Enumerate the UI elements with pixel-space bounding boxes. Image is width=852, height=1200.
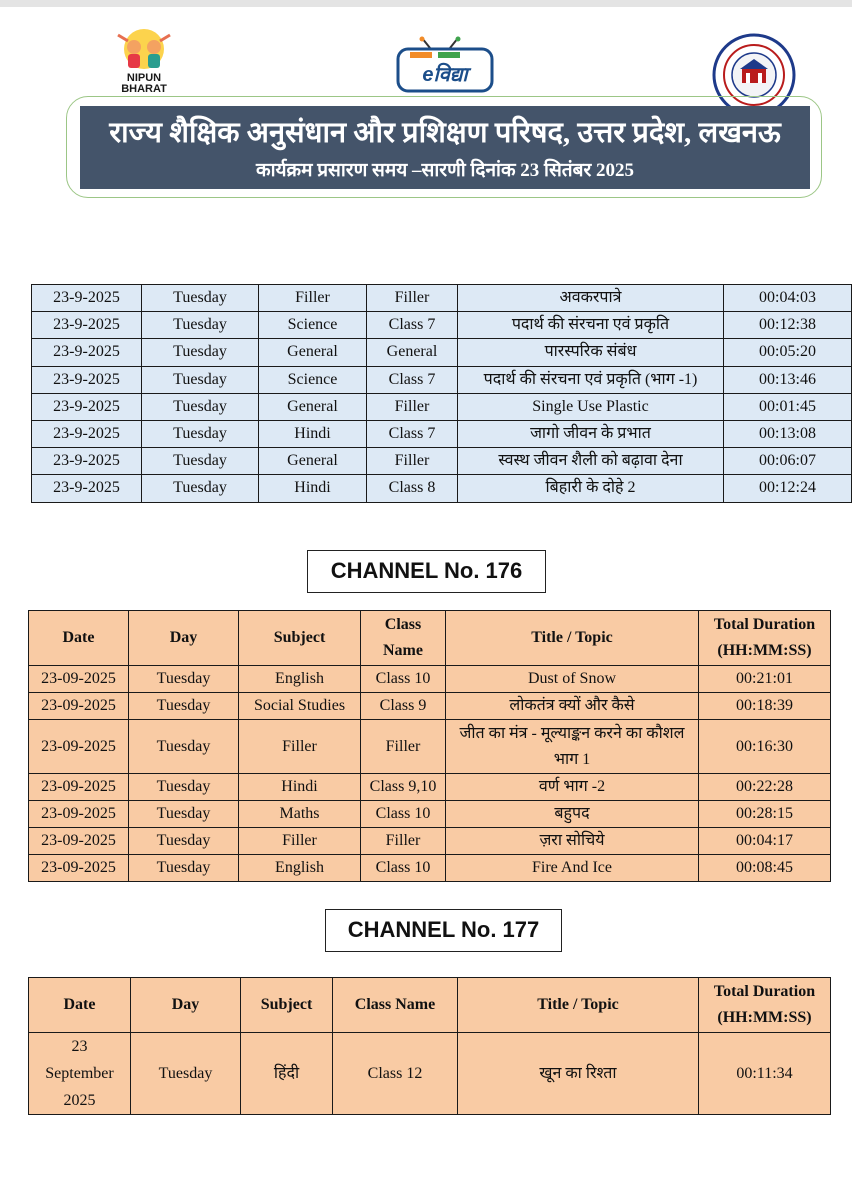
cell-date: 23-9-2025 bbox=[32, 312, 142, 339]
cell-day: Tuesday bbox=[142, 448, 259, 475]
cell-class: Class 7 bbox=[367, 366, 458, 393]
cell-duration: 00:08:45 bbox=[699, 855, 831, 882]
cell-duration: 00:18:39 bbox=[699, 693, 831, 720]
cell-topic: पारस्परिक संबंध bbox=[458, 339, 724, 366]
table-row bbox=[29, 693, 831, 720]
cell-class: Class 7 bbox=[367, 420, 458, 447]
cell-topic: जागो जीवन के प्रभात bbox=[458, 420, 724, 447]
cell-date: 23-09-2025 bbox=[29, 855, 129, 882]
cell-class: Class 8 bbox=[367, 475, 458, 502]
channel-177-table bbox=[28, 977, 831, 1115]
cell-subject: General bbox=[259, 448, 367, 475]
header-subject: Subject bbox=[239, 611, 361, 666]
cell-class: Filler bbox=[367, 393, 458, 420]
header-banner bbox=[80, 106, 810, 189]
cell-topic: जीत का मंत्र - मूल्याङ्कन करने का कौशल भाग 1 bbox=[446, 720, 699, 774]
cell-date: 23-09-2025 bbox=[29, 828, 129, 855]
cell-duration: 00:21:01 bbox=[699, 666, 831, 693]
cell-class: Filler bbox=[367, 285, 458, 312]
cell-duration: 00:13:08 bbox=[724, 420, 852, 447]
cell-duration: 00:04:17 bbox=[699, 828, 831, 855]
table-row bbox=[32, 366, 852, 393]
cell-duration: 00:05:20 bbox=[724, 339, 852, 366]
cell-duration: 00:12:24 bbox=[724, 475, 852, 502]
cell-duration: 00:12:38 bbox=[724, 312, 852, 339]
header-class-name: Class Name bbox=[333, 978, 458, 1033]
cell-day: Tuesday bbox=[142, 475, 259, 502]
cell-duration: 00:04:03 bbox=[724, 285, 852, 312]
cell-topic: वर्ण भाग -2 bbox=[446, 774, 699, 801]
cell-date: 23-09-2025 bbox=[29, 801, 129, 828]
cell-subject: Social Studies bbox=[239, 693, 361, 720]
page-title: राज्य शैक्षिक अनुसंधान और प्रशिक्षण परिषद, उत्तर प्रदेश, लखनऊ bbox=[109, 117, 781, 149]
cell-topic: खून का रिश्ता bbox=[458, 1033, 699, 1115]
cell-duration: 00:16:30 bbox=[699, 720, 831, 774]
table-row bbox=[32, 420, 852, 447]
cell-subject: General bbox=[259, 339, 367, 366]
schedule-table-continued bbox=[31, 284, 852, 503]
nipun-bharat-logo: NIPUN BHARAT bbox=[104, 27, 184, 97]
cell-class: Class 7 bbox=[367, 312, 458, 339]
table-row bbox=[32, 475, 852, 502]
table-row bbox=[29, 666, 831, 693]
cell-day: Tuesday bbox=[129, 774, 239, 801]
cell-day: Tuesday bbox=[129, 801, 239, 828]
cell-topic: लोकतंत्र क्यों और कैसे bbox=[446, 693, 699, 720]
cell-topic: ज़रा सोचिये bbox=[446, 828, 699, 855]
channel-176-label: CHANNEL No. 176 bbox=[307, 550, 546, 593]
table-row bbox=[32, 339, 852, 366]
table-header-row bbox=[29, 611, 831, 666]
header-class-name: Class Name bbox=[361, 611, 446, 666]
table-row bbox=[29, 720, 831, 774]
cell-date: 23-09-2025 bbox=[29, 666, 129, 693]
cell-topic: पदार्थ की संरचना एवं प्रकृति bbox=[458, 312, 724, 339]
header-title-topic: Title / Topic bbox=[446, 611, 699, 666]
cell-duration: 00:28:15 bbox=[699, 801, 831, 828]
cell-date: 23-9-2025 bbox=[32, 448, 142, 475]
cell-topic: बहुपद bbox=[446, 801, 699, 828]
cell-topic: Fire And Ice bbox=[446, 855, 699, 882]
cell-subject: General bbox=[259, 393, 367, 420]
header-date: Date bbox=[29, 978, 131, 1033]
table-row bbox=[29, 855, 831, 882]
cell-day: Tuesday bbox=[131, 1033, 241, 1115]
cell-class: Class 9 bbox=[361, 693, 446, 720]
header-total-duration: Total Duration (HH:MM:SS) bbox=[699, 611, 831, 666]
table-row bbox=[29, 1033, 831, 1115]
table-row bbox=[32, 312, 852, 339]
cell-subject: Filler bbox=[259, 285, 367, 312]
table-row bbox=[29, 828, 831, 855]
cell-subject: English bbox=[239, 666, 361, 693]
header-day: Day bbox=[131, 978, 241, 1033]
cell-class: Class 10 bbox=[361, 801, 446, 828]
cell-class: Filler bbox=[361, 828, 446, 855]
channel-177-label: CHANNEL No. 177 bbox=[325, 909, 562, 952]
cell-date: 23-9-2025 bbox=[32, 339, 142, 366]
table-row bbox=[32, 448, 852, 475]
table-row bbox=[29, 774, 831, 801]
cell-day: Tuesday bbox=[142, 312, 259, 339]
cell-subject: Science bbox=[259, 312, 367, 339]
table-row bbox=[32, 285, 852, 312]
page-subtitle: कार्यक्रम प्रसारण समय –सारणी दिनांक 23 सितंबर 2025 bbox=[255, 160, 635, 181]
cell-duration: 00:22:28 bbox=[699, 774, 831, 801]
header-subject: Subject bbox=[241, 978, 333, 1033]
cell-date: 23-9-2025 bbox=[32, 393, 142, 420]
cell-class: Filler bbox=[367, 448, 458, 475]
cell-subject: Hindi bbox=[259, 475, 367, 502]
cell-day: Tuesday bbox=[142, 420, 259, 447]
cell-class: General bbox=[367, 339, 458, 366]
table-header-row bbox=[29, 978, 831, 1033]
header-date: Date bbox=[29, 611, 129, 666]
cell-day: Tuesday bbox=[129, 693, 239, 720]
cell-class: Class 9,10 bbox=[361, 774, 446, 801]
cell-day: Tuesday bbox=[142, 393, 259, 420]
cell-topic: Single Use Plastic bbox=[458, 393, 724, 420]
header-day: Day bbox=[129, 611, 239, 666]
cell-duration: 00:06:07 bbox=[724, 448, 852, 475]
cell-subject: Filler bbox=[239, 720, 361, 774]
cell-subject: Hindi bbox=[259, 420, 367, 447]
cell-date: 23-9-2025 bbox=[32, 285, 142, 312]
cell-day: Tuesday bbox=[129, 666, 239, 693]
cell-class: Class 10 bbox=[361, 666, 446, 693]
cell-day: Tuesday bbox=[129, 720, 239, 774]
table-row bbox=[29, 801, 831, 828]
cell-date: 23-9-2025 bbox=[32, 475, 142, 502]
cell-topic: स्वस्थ जीवन शैली को बढ़ावा देना bbox=[458, 448, 724, 475]
cell-subject: English bbox=[239, 855, 361, 882]
cell-subject: Science bbox=[259, 366, 367, 393]
cell-day: Tuesday bbox=[142, 366, 259, 393]
cell-subject: Filler bbox=[239, 828, 361, 855]
cell-class: Class 10 bbox=[361, 855, 446, 882]
cell-subject: Hindi bbox=[239, 774, 361, 801]
header-total-duration: Total Duration (HH:MM:SS) bbox=[699, 978, 831, 1033]
table-row bbox=[32, 393, 852, 420]
cell-date: 23-09-2025 bbox=[29, 774, 129, 801]
cell-day: Tuesday bbox=[142, 285, 259, 312]
cell-date: 23-09-2025 bbox=[29, 720, 129, 774]
cell-duration: 00:11:34 bbox=[699, 1033, 831, 1115]
cell-date: 23-9-2025 bbox=[32, 420, 142, 447]
cell-topic: अवकरपात्रे bbox=[458, 285, 724, 312]
cell-class: Class 12 bbox=[333, 1033, 458, 1115]
cell-subject: Maths bbox=[239, 801, 361, 828]
cell-day: Tuesday bbox=[142, 339, 259, 366]
cell-subject: हिंदी bbox=[241, 1033, 333, 1115]
cell-day: Tuesday bbox=[129, 828, 239, 855]
cell-topic: पदार्थ की संरचना एवं प्रकृति (भाग -1) bbox=[458, 366, 724, 393]
cell-duration: 00:01:45 bbox=[724, 393, 852, 420]
cell-class: Filler bbox=[361, 720, 446, 774]
cell-day: Tuesday bbox=[129, 855, 239, 882]
cell-date: 23-09-2025 bbox=[29, 693, 129, 720]
top-strip bbox=[0, 0, 852, 7]
cell-duration: 00:13:46 bbox=[724, 366, 852, 393]
header-title-topic: Title / Topic bbox=[458, 978, 699, 1033]
cell-date: 23-9-2025 bbox=[32, 366, 142, 393]
cell-date: 23 September 2025 bbox=[29, 1033, 131, 1115]
cell-topic: Dust of Snow bbox=[446, 666, 699, 693]
evidya-logo: eविद्या bbox=[392, 36, 498, 96]
channel-176-table bbox=[28, 610, 831, 882]
cell-topic: बिहारी के दोहे 2 bbox=[458, 475, 724, 502]
